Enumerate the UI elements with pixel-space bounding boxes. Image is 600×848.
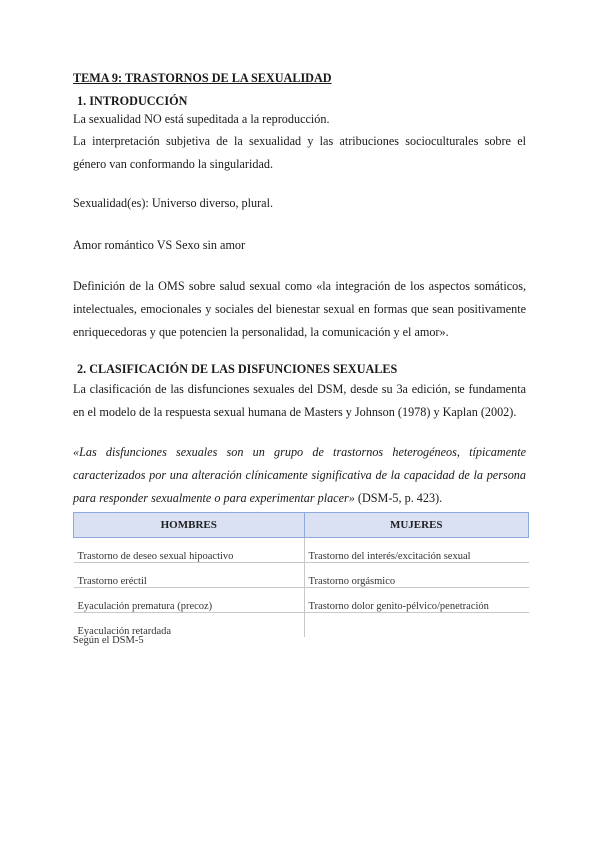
paragraph: La interpretación subjetiva de la sexualidad y las atribuciones socioculturales sobre el género van conformando la singularidad. xyxy=(73,134,526,171)
paragraph: La sexualidad NO está supeditada a la reproducción. xyxy=(73,112,330,126)
table-cell: Trastorno dolor genito-pélvico/penetración xyxy=(304,588,529,613)
table-cell: Eyaculación prematura (precoz) xyxy=(74,588,305,613)
section-heading-clasificacion: 2. CLASIFICACIÓN DE LAS DISFUNCIONES SEXUALES xyxy=(77,362,398,376)
table-header-hombres: HOMBRES xyxy=(74,513,305,538)
table-row xyxy=(74,563,529,588)
table-cell: Trastorno del interés/excitación sexual xyxy=(304,538,529,563)
dsm-quote: «Las disfunciones sexuales son un grupo de trastornos heterogéneos, típicamente caracterizados por una alteración clínicamente significativa de la capacidad de la persona para responder sexualmente o para experimentar placer» xyxy=(73,445,526,505)
page-title: TEMA 9: TRASTORNOS DE LA SEXUALIDAD xyxy=(73,71,332,85)
table-cell: Trastorno eréctil xyxy=(74,563,305,588)
table-header-row xyxy=(74,513,529,538)
dsm-quote-paragraph xyxy=(73,441,526,510)
paragraph: Amor romántico VS Sexo sin amor xyxy=(73,238,246,252)
table-cell xyxy=(304,613,529,638)
table-header-mujeres: MUJERES xyxy=(304,513,529,538)
table-cell: Trastorno de deseo sexual hipoactivo xyxy=(74,538,305,563)
table-row xyxy=(74,588,529,613)
dysfunctions-table xyxy=(73,512,529,637)
paragraph: La clasificación de las disfunciones sexuales del DSM, desde su 3a edición, se fundamenta en el modelo de la respuesta sexual humana de Masters y Johnson (1978) y Kaplan (2002). xyxy=(73,382,526,419)
section-heading-introduccion: 1. INTRODUCCIÓN xyxy=(77,94,188,108)
paragraph: Definición de la OMS sobre salud sexual como «la integración de los aspectos somáticos, intelectuales, emocionales y sociales del bienestar sexual en formas que sean positivamente enriquecedoras y que potencien la personalidad, la comunicación y el amor». xyxy=(73,279,526,339)
paragraph: Sexualidad(es): Universo diverso, plural. xyxy=(73,196,274,210)
dsm-citation: (DSM-5, p. 423). xyxy=(354,491,443,505)
table-cell: Eyaculación retardada xyxy=(74,613,305,638)
table-note: Según el DSM-5 xyxy=(73,635,144,646)
table-cell: Trastorno orgásmico xyxy=(304,563,529,588)
table-row xyxy=(74,538,529,563)
